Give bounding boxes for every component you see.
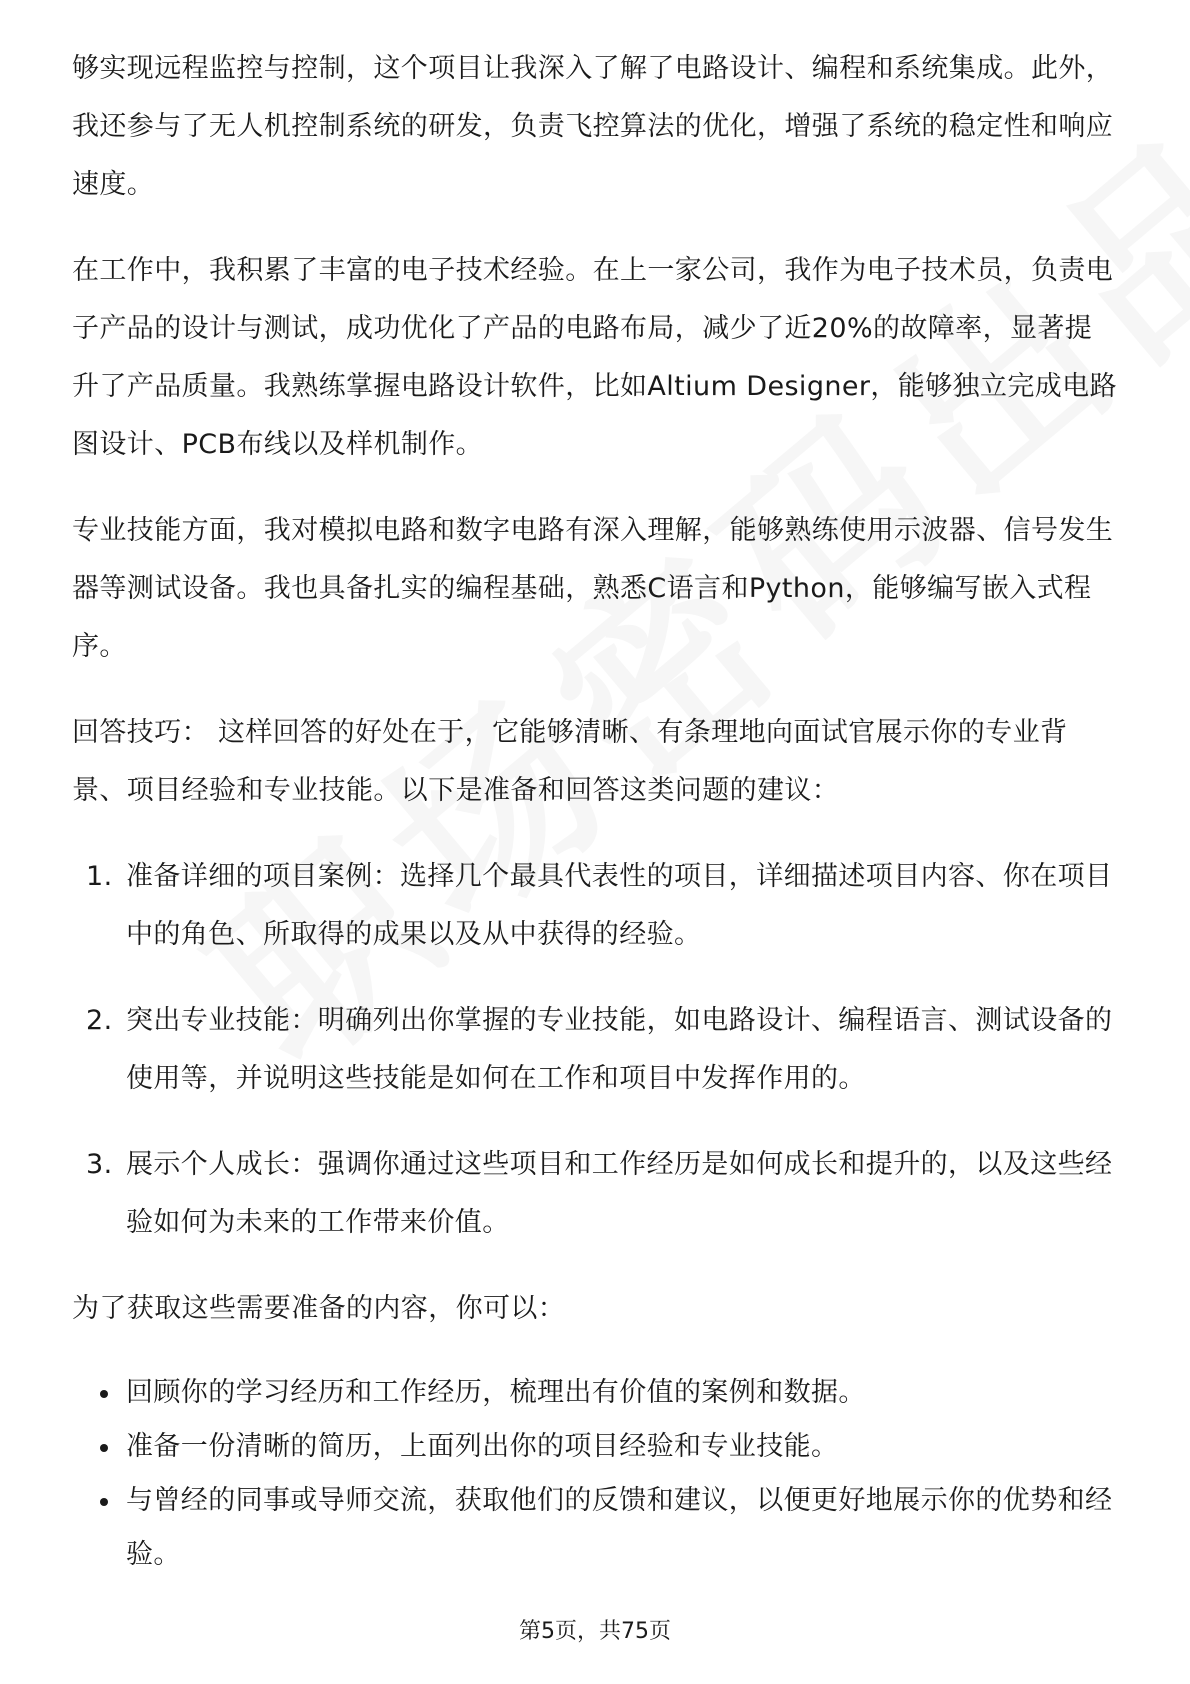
list-item-text: 与曾经的同事或导师交流，获取他们的反馈和建议，以便更好地展示你的优势和经验。 [126,1485,1113,1570]
paragraph-preparation-intro: 为了获取这些需要准备的内容，你可以： [72,1293,566,1324]
list-item-text: 回顾你的学习经历和工作经历，梳理出有价值的案例和数据。 [126,1377,866,1408]
paragraph-work-experience: 在工作中，我积累了丰富的电子技术经验。在上一家公司，我作为电子技术员，负责电子产品的设计与测试，成功优化了产品的电路布局，减少了近20%的故障率，显著提升了产品质量。我熟练掌握电路设计软件，比如Altium Designer，能够独立完成电路图设计、PCB布线以及样机制作。 [72,255,1117,460]
page-content [72,40,1118,1582]
suggestion-list [72,848,1118,1252]
list-item-text: 展示个人成长：强调你通过这些项目和工作经历是如何成长和提升的，以及这些经验如何为未来的工作带来价值。 [126,1149,1113,1238]
list-item [72,1474,1118,1582]
paragraph-professional-skills: 专业技能方面，我对模拟电路和数字电路有深入理解，能够熟练使用示波器、信号发生器等测试设备。我也具备扎实的编程基础，熟悉C语言和Python，能够编写嵌入式程序。 [72,515,1114,662]
list-item-text: 准备详细的项目案例：选择几个最具代表性的项目，详细描述项目内容、你在项目中的角色、所取得的成果以及从中获得的经验。 [126,861,1113,950]
list-number: 2. [86,1005,113,1036]
list-item-text: 突出专业技能：明确列出你掌握的专业技能，如电路设计、编程语言、测试设备的使用等，并说明这些技能是如何在工作和项目中发挥作用的。 [126,1005,1113,1094]
list-item [72,1136,1118,1252]
paragraph-project-experience: 够实现远程监控与控制，这个项目让我深入了解了电路设计、编程和系统集成。此外，我还参与了无人机控制系统的研发，负责飞控算法的优化，增强了系统的稳定性和响应速度。 [72,53,1114,200]
bullet-icon [100,1498,108,1506]
list-item [72,1420,1118,1474]
list-item [72,1366,1118,1420]
bullet-icon [100,1390,108,1398]
paragraph-answer-tips: 回答技巧： 这样回答的好处在于，它能够清晰、有条理地向面试官展示你的专业背景、项目经验和专业技能。以下是准备和回答这类问题的建议： [72,717,1068,806]
preparation-list [72,1366,1118,1582]
list-item-text: 准备一份清晰的简历，上面列出你的项目经验和专业技能。 [126,1431,839,1462]
list-item [72,848,1118,964]
bullet-icon [100,1444,108,1452]
page-number: 第5页，共75页 [519,1619,671,1644]
list-item [72,992,1118,1108]
list-number: 3. [86,1149,113,1180]
list-number: 1. [86,861,113,892]
